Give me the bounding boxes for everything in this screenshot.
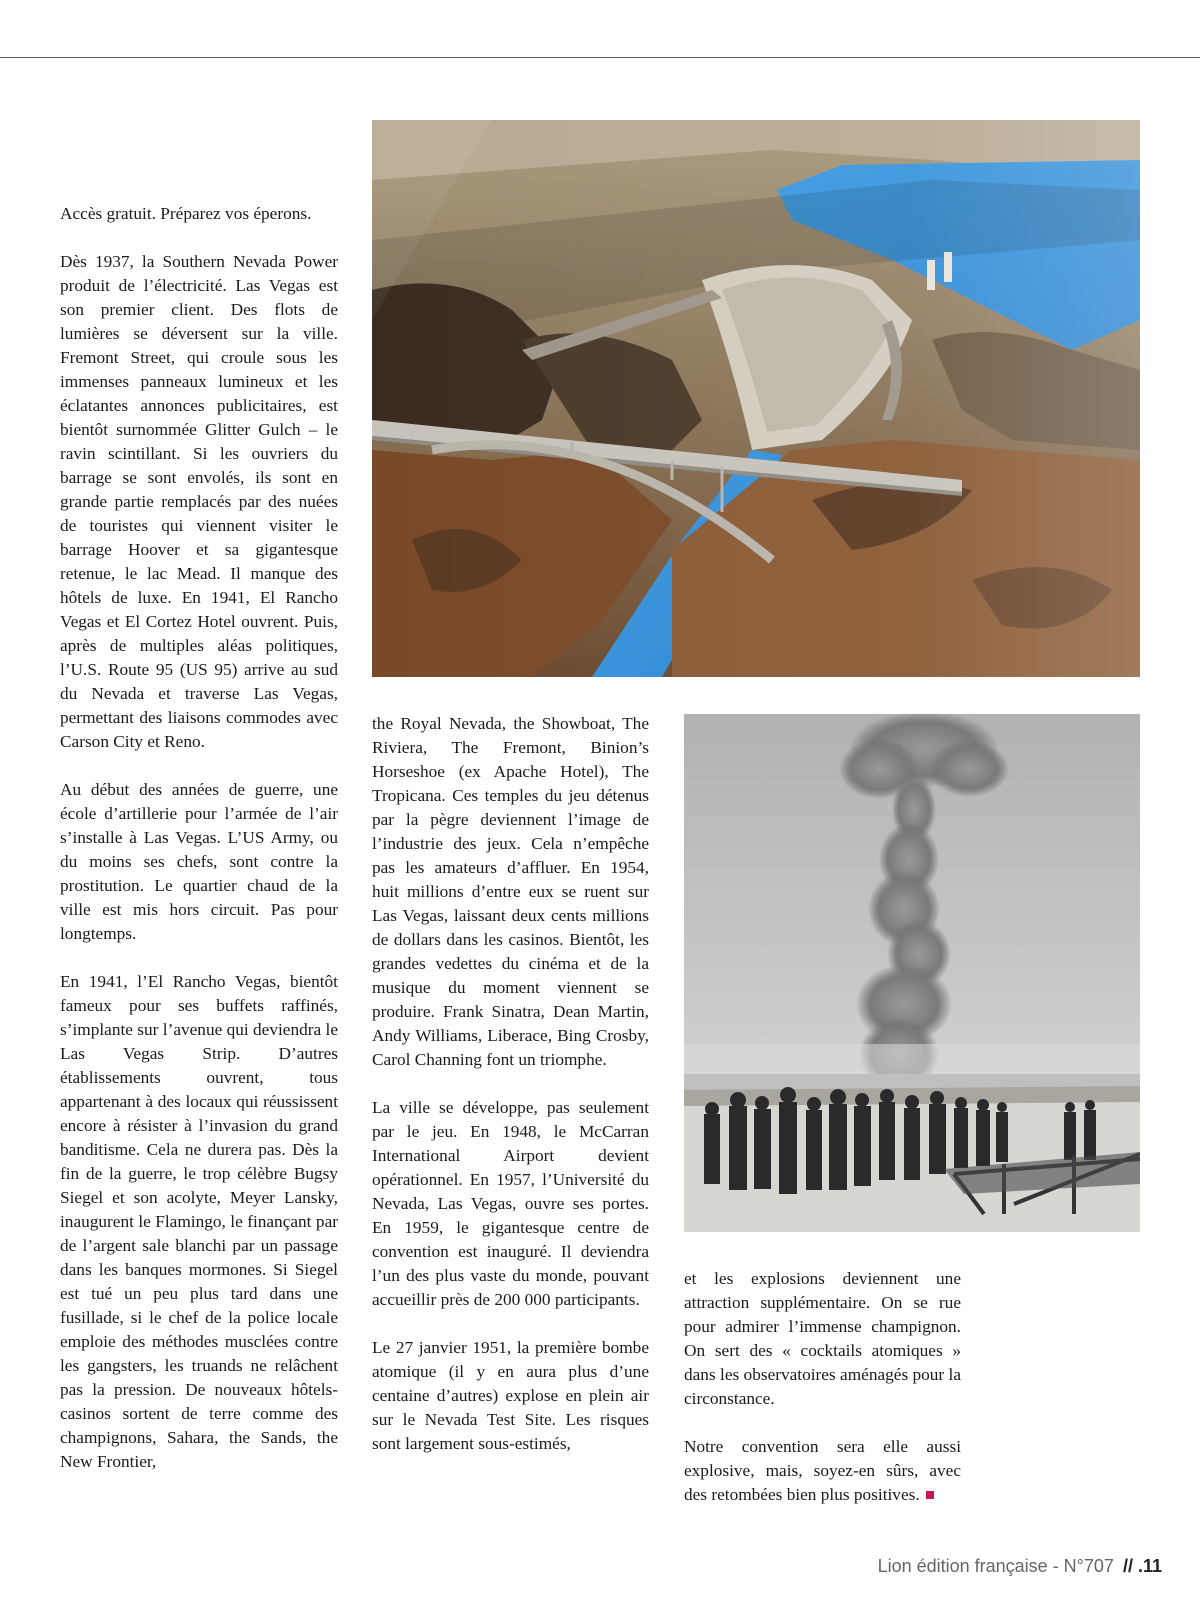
paragraph: En 1941, l’El Rancho Vegas, bientôt fameux pour ses buffets raffinés, s’implante sur l’avenue qui deviendra le Las Vegas Strip. D’autres établissements ouvrent, tous appartenant à des locaux qui réussissent encore à résister à l’invasion du grand banditisme. Cela ne durera pas. Dès la fin de la guerre, le trop célèbre Bugsy Siegel et son acolyte, Meyer Lansky, inaugurent le Flamingo, le finançant par de l’argent sale blanchi par un passage dans les banques mormones. Si Siegel est tué un peu plus tard dans une fusillade, si le chef de la police locale emploie des méthodes musclées contre les gangsters, les truands ne relâchent pas la pression. De nouveaux hôtels-casinos sortent de terre comme des champignons, Sahara, the Sands, the New Frontier, <box>60 972 338 1471</box>
footer-separator: // <box>1122 1556 1133 1576</box>
paragraph: Le 27 janvier 1951, la première bombe atomique (il y en aura plus d’une centaine d’autres) explose en plein air sur le Nevada Test Site. Les risques sont largement sous-estimés, <box>372 1338 649 1453</box>
article-column-2 <box>372 712 649 1456</box>
end-of-article-square-icon <box>926 1491 934 1499</box>
paragraph-text: Notre convention sera elle aussi explosive, mais, soyez-en sûrs, avec des retombées bien plus positives. <box>684 1437 961 1504</box>
paragraph: Accès gratuit. Préparez vos éperons. <box>60 204 312 223</box>
article-column-3 <box>684 1267 961 1507</box>
article-column-1 <box>60 202 338 1474</box>
header-rule <box>0 57 1200 58</box>
paragraph: the Royal Nevada, the Showboat, The Riviera, The Fremont, Binion’s Horseshoe (ex Apache Hotel), The Tropicana. Ces temples du jeu détenus par la pègre deviennent l’image de l’industrie des jeux. Cela n’empêche pas les amateurs d’affluer. En 1954, huit millions d’entre eux se ruent sur Las Vegas, laissant deux cents millions de dollars dans les casinos. Bientôt, les grandes vedettes du cinéma et de la musique du moment viennent se produire. Frank Sinatra, Dean Martin, Andy Williams, Liberace, Bing Crosby, Carol Channing font un triomphe. <box>372 714 649 1069</box>
hoover-dam-photo <box>372 120 1140 677</box>
atomic-test-photo <box>684 714 1140 1232</box>
paragraph: Au début des années de guerre, une école d’artillerie pour l’armée de l’air s’installe à Las Vegas. L’US Army, ou du moins ses chefs, sont contre la prostitution. Le quartier chaud de la ville est mis hors circuit. Pas pour longtemps. <box>60 780 338 943</box>
page-number: .11 <box>1137 1556 1162 1576</box>
paragraph: Dès 1937, la Southern Nevada Power produit de l’électricité. Las Vegas est son premier client. Des flots de lumières se déversent sur la ville. Fremont Street, qui croule sous les immenses panneaux lumineux et les éclatantes annonces publicitaires, est bientôt surnommée Glitter Gulch – le ravin scintillant. Si les ouvriers du barrage se sont envolés, ils sont en grande partie remplacés par des nuées de touristes qui viennent visiter le barrage Hoover et sa gigantesque retenue, le lac Mead. Il manque des hôtels de luxe. En 1941, El Rancho Vegas et El Cortez Hotel ouvrent. Puis, après de multiples aléas politiques, l’U.S. Route 95 (US 95) arrive au sud du Nevada et traverse Las Vegas, permettant des liaisons commodes avec Carson City et Reno. <box>60 252 338 751</box>
page-footer <box>878 1556 1162 1577</box>
paragraph: La ville se développe, pas seulement par le jeu. En 1948, le McCarran International Airport devient opérationnel. En 1957, l’Université du Nevada, Las Vegas, ouvre ses portes. En 1959, le gigantesque centre de convention est inauguré. Il deviendra l’un des plus vaste du monde, pouvant accueillir près de 200 000 participants. <box>372 1098 649 1309</box>
publication-name: Lion édition française - N°707 <box>877 1556 1114 1576</box>
paragraph <box>684 1435 961 1507</box>
paragraph: et les explosions deviennent une attraction supplémentaire. On se rue pour admirer l’immense champignon. On sert des « cocktails atomiques » dans les observatoires aménagés pour la circonstance. <box>684 1269 961 1408</box>
